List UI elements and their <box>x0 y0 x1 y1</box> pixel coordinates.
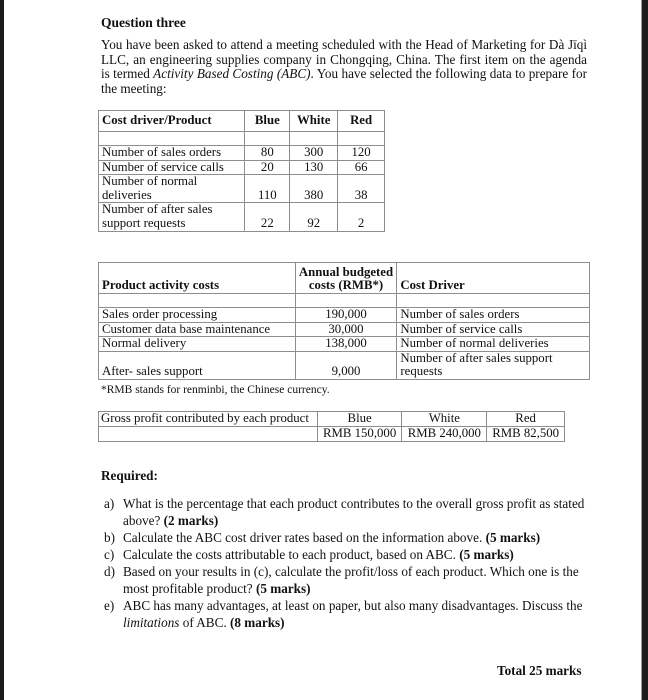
header-line2: costs (RMB*) <box>308 278 384 293</box>
table-row <box>99 427 565 442</box>
activity-cell: After- sales support <box>99 351 296 379</box>
table-row <box>99 146 385 161</box>
task-text: Calculate the ABC cost driver rates based on the information above. <box>123 530 483 545</box>
header-red: Red <box>338 111 385 132</box>
intro-paragraph <box>101 38 587 96</box>
table-spacer-row <box>99 132 385 146</box>
row-label <box>99 175 245 203</box>
task-label: c) <box>104 547 115 562</box>
task-label: b) <box>104 530 115 545</box>
task-text: Based on your results in (c), calculate the profit/loss of each product. Which one is the most profitable product? <box>123 564 579 596</box>
cell-red: 120 <box>338 146 385 161</box>
task-text: Calculate the costs attributable to each product, based on ABC. <box>123 547 456 562</box>
task-text: What is the percentage that each product contributes to the overall gross profit as stated above? <box>123 496 585 528</box>
task-item-b <box>101 529 587 546</box>
table-header-row <box>99 263 590 294</box>
header-annual-cost <box>295 263 397 294</box>
row-label-line1: Number of after sales <box>102 202 213 217</box>
activity-cell: Sales order processing <box>99 308 296 323</box>
cell-blue: 22 <box>245 203 290 231</box>
cell-red: 38 <box>338 175 385 203</box>
task-item-c <box>101 546 587 563</box>
empty-cell <box>99 427 318 442</box>
driver-cell <box>397 351 590 379</box>
product-white: White <box>402 412 487 427</box>
table-header-row <box>99 412 565 427</box>
intro-italic-term: Activity Based Costing (ABC) <box>153 66 311 82</box>
task-marks: (8 marks) <box>229 615 285 630</box>
cost-cell: 30,000 <box>295 322 397 337</box>
intro-text: You have been asked to attend a meeting scheduled with the Head of Marketing for Dà Jīqì LLC, an engineering supplies company in Chongqing, China. The first item on the agenda is termed <box>101 37 587 82</box>
cell-white: 300 <box>290 146 338 161</box>
cell-blue: 20 <box>245 160 290 175</box>
total-marks: Total 25 marks <box>497 663 582 678</box>
task-marks: (5 marks) <box>255 581 311 596</box>
gross-profit-white: RMB 240,000 <box>402 427 487 442</box>
task-list <box>101 495 587 631</box>
gross-profit-red: RMB 82,500 <box>487 427 565 442</box>
table-row <box>99 308 590 323</box>
table-header-row <box>99 111 385 132</box>
required-heading: Required: <box>101 468 158 483</box>
cost-driver-table <box>98 110 385 232</box>
row-label: Number of service calls <box>99 160 245 175</box>
gross-profit-table <box>98 411 565 442</box>
window-frame-left <box>0 0 4 700</box>
driver-line2: requests <box>400 364 443 379</box>
question-title: Question three <box>101 15 186 30</box>
row-label-line2: deliveries <box>102 187 152 202</box>
task-label: e) <box>104 598 115 613</box>
driver-cell: Number of service calls <box>397 322 590 337</box>
activity-costs-table <box>98 262 590 380</box>
cell-white: 380 <box>290 175 338 203</box>
table-row <box>99 160 385 175</box>
task-text-end: of ABC. <box>179 615 227 630</box>
task-item-a <box>101 495 587 529</box>
task-marks: (5 marks) <box>459 547 514 562</box>
row-label-line1: Number of normal <box>102 174 198 189</box>
task-text: ABC has many advantages, at least on paper, but also many disadvantages. Discuss the <box>123 598 583 613</box>
window-frame-right <box>641 0 648 700</box>
header-activity: Product activity costs <box>99 263 296 294</box>
cell-white: 130 <box>290 160 338 175</box>
header-white: White <box>290 111 338 132</box>
table-row <box>99 175 385 203</box>
driver-cell: Number of sales orders <box>397 308 590 323</box>
gross-profit-label: Gross profit contributed by each product <box>99 412 318 427</box>
cost-cell: 190,000 <box>295 308 397 323</box>
table-row <box>99 322 590 337</box>
cell-blue: 110 <box>245 175 290 203</box>
table-spacer-row <box>99 294 590 308</box>
cell-red: 2 <box>338 203 385 231</box>
cell-white: 92 <box>290 203 338 231</box>
task-label: a) <box>104 496 115 511</box>
gross-profit-blue: RMB 150,000 <box>317 427 402 442</box>
cell-red: 66 <box>338 160 385 175</box>
row-label-line2: support requests <box>102 215 186 230</box>
cost-cell: 138,000 <box>295 337 397 352</box>
task-marks: (5 marks) <box>485 530 541 545</box>
driver-cell: Number of normal deliveries <box>397 337 590 352</box>
cell-blue: 80 <box>245 146 290 161</box>
intro-text-end: . You have selected the following data to prepare for the meeting: <box>101 66 587 96</box>
rmb-footnote: *RMB stands for renminbi, the Chinese currency. <box>101 384 330 396</box>
task-marks: (2 marks) <box>163 513 219 528</box>
task-item-d <box>101 563 587 597</box>
task-label: d) <box>104 564 115 579</box>
row-label: Number of sales orders <box>99 146 245 161</box>
table-row <box>99 203 385 231</box>
driver-line1: Number of after sales support <box>400 350 553 365</box>
row-label <box>99 203 245 231</box>
header-cost-driver: Cost driver/Product <box>99 111 245 132</box>
task-item-e <box>101 597 587 631</box>
table-row <box>99 337 590 352</box>
activity-cell: Customer data base maintenance <box>99 322 296 337</box>
cost-cell: 9,000 <box>295 351 397 379</box>
document-page <box>101 10 587 678</box>
activity-cell: Normal delivery <box>99 337 296 352</box>
product-red: Red <box>487 412 565 427</box>
header-cost-driver: Cost Driver <box>397 263 590 294</box>
product-blue: Blue <box>317 412 402 427</box>
header-line1: Annual budgeted <box>298 264 394 279</box>
header-blue: Blue <box>245 111 290 132</box>
task-italic-term: limitations <box>123 615 180 630</box>
table-row <box>99 351 590 379</box>
